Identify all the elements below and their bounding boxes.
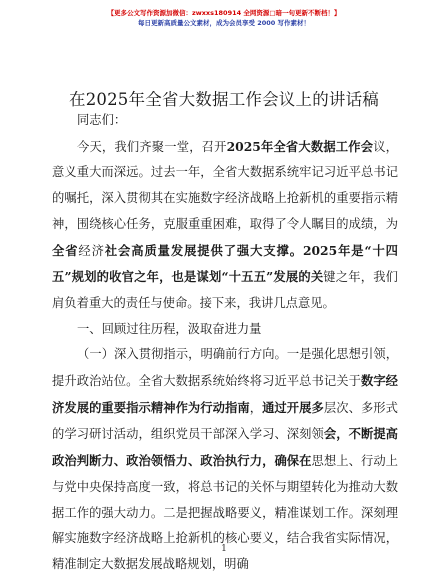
document-title: 在2025年全省大数据工作会议上的讲话稿	[69, 90, 379, 109]
text-run: 经济	[78, 243, 105, 258]
bold-run: 会，不断提高政治判断力、政治领悟力、政治执行力，确保在	[52, 426, 398, 469]
bold-run: 通过开展多	[262, 399, 324, 415]
banner-line-2: 每日更新高质量公文素材，成为会员享受 2000 写作素材！	[137, 19, 311, 27]
bold-run: 全省	[52, 242, 79, 258]
text-run: 思想上、行动上与党中央保持高度一致，将总书记的关怀与期望转化为推动大数据工作的强大动力。二是把握战略要义，精准谋划工作。深刻理解实施数字经济战略上抢新机的核心要义，结合我省实际情况，精准制定大数据发展战略规划，明确	[52, 454, 398, 571]
paragraph-section-1	[52, 342, 398, 577]
promo-banner	[0, 8, 448, 28]
text-run: （一）深入贯彻指示，明确前行方向。一是强化思想引领，提升政治站位。全省大数据系统始终将习近平总书记关于	[52, 347, 398, 389]
bold-run: 社会高质量发展提供了强大支撑。2025年是“十四五”规划的收官之年，也是谋划“十五五”发展的关	[52, 242, 398, 285]
text-run: 层次、多形式的学习研讨活动，组织党员干部深入学习、深刻领	[52, 400, 398, 442]
text-run: 键之年，我们肩负着重大的责任与使命。接下来，我讲几点意见。	[52, 270, 398, 310]
section-heading: 一、回顾过往历程，汲取奋进力量	[77, 321, 262, 336]
text-run: 今天，我们齐聚一堂，召开	[77, 139, 227, 154]
banner-line-1: 【更多公文写作资源加微信：zwxxs180914 全网资源□暗一句更新不断档！】	[107, 9, 341, 17]
page-number: 1	[221, 544, 227, 554]
paragraph-intro	[52, 134, 398, 317]
bold-run: 数字经济发展的重要指示精神作为行动指南	[52, 373, 398, 415]
bold-run: 2025年全省大数据工作会	[226, 138, 374, 154]
text-run: ，	[249, 400, 263, 415]
salutation: 同志们：	[77, 113, 127, 127]
document-body	[52, 108, 398, 578]
text-run: 议，意义重大而深远。过去一年，全省大数据系统牢记习近平总书记的嘱托，深入贯彻其在实施数字经济战略上抢新机的重要指示精神，围绕核心任务，克服重重困难，取得了令人瞩目的成绩，为	[52, 139, 398, 231]
